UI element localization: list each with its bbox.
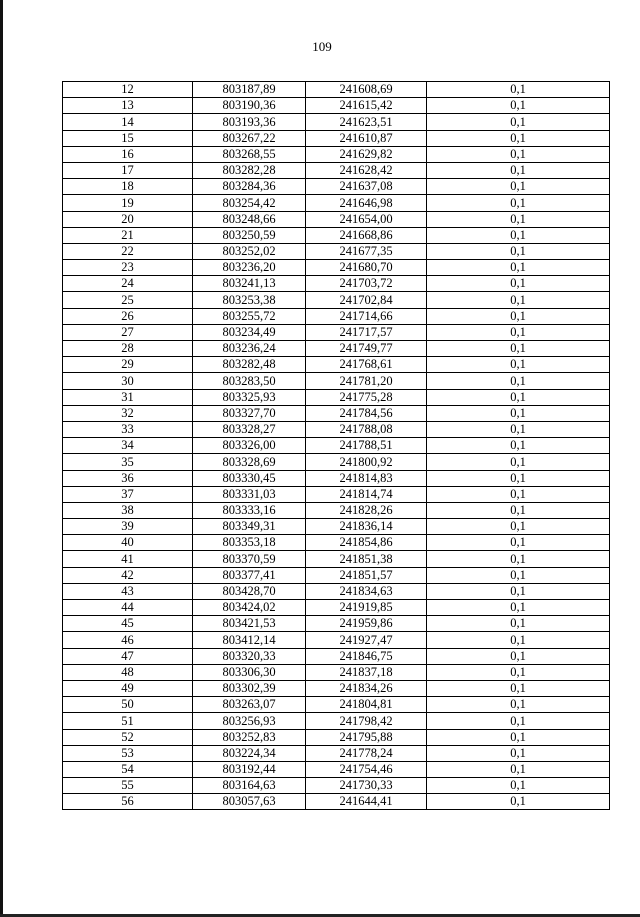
table-row (63, 373, 610, 389)
y-coordinate-cell: 241680,70 (306, 260, 427, 276)
precision-cell: 0,1 (427, 146, 610, 162)
y-coordinate-cell: 241814,83 (306, 470, 427, 486)
x-coordinate-cell: 803328,27 (193, 421, 306, 437)
point-number-cell: 33 (63, 421, 193, 437)
table-row (63, 243, 610, 259)
y-coordinate-cell: 241646,98 (306, 195, 427, 211)
x-coordinate-cell: 803328,69 (193, 454, 306, 470)
x-coordinate-cell: 803330,45 (193, 470, 306, 486)
point-number-cell: 25 (63, 292, 193, 308)
x-coordinate-cell: 803187,89 (193, 82, 306, 98)
y-coordinate-cell: 241654,00 (306, 211, 427, 227)
table-row (63, 664, 610, 680)
y-coordinate-cell: 241919,85 (306, 600, 427, 616)
precision-cell: 0,1 (427, 98, 610, 114)
table-row (63, 778, 610, 794)
precision-cell: 0,1 (427, 713, 610, 729)
x-coordinate-cell: 803193,36 (193, 114, 306, 130)
y-coordinate-cell: 241837,18 (306, 664, 427, 680)
x-coordinate-cell: 803333,16 (193, 502, 306, 518)
x-coordinate-cell: 803370,59 (193, 551, 306, 567)
precision-cell: 0,1 (427, 341, 610, 357)
precision-cell: 0,1 (427, 470, 610, 486)
x-coordinate-cell: 803326,00 (193, 438, 306, 454)
table-row (63, 114, 610, 130)
x-coordinate-cell: 803282,48 (193, 357, 306, 373)
table-row (63, 227, 610, 243)
point-number-cell: 51 (63, 713, 193, 729)
x-coordinate-cell: 803263,07 (193, 697, 306, 713)
precision-cell: 0,1 (427, 130, 610, 146)
y-coordinate-cell: 241714,66 (306, 308, 427, 324)
table-row (63, 130, 610, 146)
y-coordinate-cell: 241851,38 (306, 551, 427, 567)
precision-cell: 0,1 (427, 292, 610, 308)
point-number-cell: 37 (63, 486, 193, 502)
x-coordinate-cell: 803252,02 (193, 243, 306, 259)
x-coordinate-cell: 803428,70 (193, 583, 306, 599)
table-row (63, 648, 610, 664)
precision-cell: 0,1 (427, 276, 610, 292)
x-coordinate-cell: 803190,36 (193, 98, 306, 114)
coordinates-table-body (63, 82, 610, 810)
y-coordinate-cell: 241804,81 (306, 697, 427, 713)
x-coordinate-cell: 803267,22 (193, 130, 306, 146)
x-coordinate-cell: 803192,44 (193, 761, 306, 777)
precision-cell: 0,1 (427, 195, 610, 211)
y-coordinate-cell: 241788,51 (306, 438, 427, 454)
x-coordinate-cell: 803282,28 (193, 162, 306, 178)
precision-cell: 0,1 (427, 680, 610, 696)
coordinates-table (62, 81, 610, 810)
table-row (63, 502, 610, 518)
y-coordinate-cell: 241781,20 (306, 373, 427, 389)
x-coordinate-cell: 803306,30 (193, 664, 306, 680)
point-number-cell: 45 (63, 616, 193, 632)
y-coordinate-cell: 241703,72 (306, 276, 427, 292)
point-number-cell: 27 (63, 324, 193, 340)
precision-cell: 0,1 (427, 794, 610, 810)
x-coordinate-cell: 803412,14 (193, 632, 306, 648)
point-number-cell: 12 (63, 82, 193, 98)
table-row (63, 421, 610, 437)
y-coordinate-cell: 241784,56 (306, 405, 427, 421)
x-coordinate-cell: 803234,49 (193, 324, 306, 340)
page-number: 109 (312, 39, 332, 54)
y-coordinate-cell: 241768,61 (306, 357, 427, 373)
y-coordinate-cell: 241854,86 (306, 535, 427, 551)
x-coordinate-cell: 803164,63 (193, 778, 306, 794)
x-coordinate-cell: 803320,33 (193, 648, 306, 664)
precision-cell: 0,1 (427, 389, 610, 405)
y-coordinate-cell: 241629,82 (306, 146, 427, 162)
y-coordinate-cell: 241615,42 (306, 98, 427, 114)
precision-cell: 0,1 (427, 583, 610, 599)
y-coordinate-cell: 241628,42 (306, 162, 427, 178)
precision-cell: 0,1 (427, 162, 610, 178)
x-coordinate-cell: 803254,42 (193, 195, 306, 211)
point-number-cell: 14 (63, 114, 193, 130)
y-coordinate-cell: 241677,35 (306, 243, 427, 259)
precision-cell: 0,1 (427, 632, 610, 648)
y-coordinate-cell: 241959,86 (306, 616, 427, 632)
y-coordinate-cell: 241834,63 (306, 583, 427, 599)
y-coordinate-cell: 241749,77 (306, 341, 427, 357)
y-coordinate-cell: 241814,74 (306, 486, 427, 502)
precision-cell: 0,1 (427, 211, 610, 227)
point-number-cell: 42 (63, 567, 193, 583)
precision-cell: 0,1 (427, 243, 610, 259)
table-row (63, 162, 610, 178)
x-coordinate-cell: 803349,31 (193, 519, 306, 535)
y-coordinate-cell: 241668,86 (306, 227, 427, 243)
precision-cell: 0,1 (427, 373, 610, 389)
point-number-cell: 41 (63, 551, 193, 567)
point-number-cell: 56 (63, 794, 193, 810)
y-coordinate-cell: 241795,88 (306, 729, 427, 745)
table-row (63, 308, 610, 324)
x-coordinate-cell: 803331,03 (193, 486, 306, 502)
table-row (63, 179, 610, 195)
x-coordinate-cell: 803377,41 (193, 567, 306, 583)
x-coordinate-cell: 803224,34 (193, 745, 306, 761)
point-number-cell: 39 (63, 519, 193, 535)
x-coordinate-cell: 803421,53 (193, 616, 306, 632)
precision-cell: 0,1 (427, 82, 610, 98)
table-row (63, 357, 610, 373)
y-coordinate-cell: 241702,84 (306, 292, 427, 308)
point-number-cell: 53 (63, 745, 193, 761)
precision-cell: 0,1 (427, 745, 610, 761)
table-row (63, 146, 610, 162)
point-number-cell: 21 (63, 227, 193, 243)
table-row (63, 519, 610, 535)
point-number-cell: 40 (63, 535, 193, 551)
y-coordinate-cell: 241623,51 (306, 114, 427, 130)
y-coordinate-cell: 241610,87 (306, 130, 427, 146)
precision-cell: 0,1 (427, 616, 610, 632)
point-number-cell: 19 (63, 195, 193, 211)
table-row (63, 486, 610, 502)
y-coordinate-cell: 241717,57 (306, 324, 427, 340)
table-row (63, 454, 610, 470)
point-number-cell: 55 (63, 778, 193, 794)
point-number-cell: 47 (63, 648, 193, 664)
table-row (63, 761, 610, 777)
x-coordinate-cell: 803253,38 (193, 292, 306, 308)
x-coordinate-cell: 803248,66 (193, 211, 306, 227)
table-row (63, 341, 610, 357)
y-coordinate-cell: 241798,42 (306, 713, 427, 729)
y-coordinate-cell: 241788,08 (306, 421, 427, 437)
precision-cell: 0,1 (427, 648, 610, 664)
precision-cell: 0,1 (427, 179, 610, 195)
x-coordinate-cell: 803268,55 (193, 146, 306, 162)
y-coordinate-cell: 241828,26 (306, 502, 427, 518)
precision-cell: 0,1 (427, 227, 610, 243)
point-number-cell: 23 (63, 260, 193, 276)
x-coordinate-cell: 803241,13 (193, 276, 306, 292)
table-row (63, 405, 610, 421)
point-number-cell: 43 (63, 583, 193, 599)
y-coordinate-cell: 241775,28 (306, 389, 427, 405)
point-number-cell: 35 (63, 454, 193, 470)
y-coordinate-cell: 241851,57 (306, 567, 427, 583)
precision-cell: 0,1 (427, 729, 610, 745)
precision-cell: 0,1 (427, 535, 610, 551)
x-coordinate-cell: 803327,70 (193, 405, 306, 421)
table-row (63, 632, 610, 648)
table-row (63, 470, 610, 486)
precision-cell: 0,1 (427, 357, 610, 373)
point-number-cell: 36 (63, 470, 193, 486)
table-row (63, 680, 610, 696)
table-row (63, 551, 610, 567)
precision-cell: 0,1 (427, 260, 610, 276)
table-row (63, 745, 610, 761)
point-number-cell: 38 (63, 502, 193, 518)
x-coordinate-cell: 803255,72 (193, 308, 306, 324)
point-number-cell: 54 (63, 761, 193, 777)
table-row (63, 82, 610, 98)
point-number-cell: 29 (63, 357, 193, 373)
point-number-cell: 24 (63, 276, 193, 292)
point-number-cell: 18 (63, 179, 193, 195)
table-row (63, 729, 610, 745)
precision-cell: 0,1 (427, 664, 610, 680)
precision-cell: 0,1 (427, 761, 610, 777)
scan-edge-left (0, 0, 3, 917)
y-coordinate-cell: 241927,47 (306, 632, 427, 648)
point-number-cell: 22 (63, 243, 193, 259)
precision-cell: 0,1 (427, 519, 610, 535)
table-row (63, 438, 610, 454)
y-coordinate-cell: 241608,69 (306, 82, 427, 98)
y-coordinate-cell: 241834,26 (306, 680, 427, 696)
table-row (63, 98, 610, 114)
table-row (63, 567, 610, 583)
precision-cell: 0,1 (427, 114, 610, 130)
point-number-cell: 13 (63, 98, 193, 114)
x-coordinate-cell: 803256,93 (193, 713, 306, 729)
point-number-cell: 20 (63, 211, 193, 227)
x-coordinate-cell: 803302,39 (193, 680, 306, 696)
point-number-cell: 17 (63, 162, 193, 178)
x-coordinate-cell: 803353,18 (193, 535, 306, 551)
point-number-cell: 52 (63, 729, 193, 745)
x-coordinate-cell: 803250,59 (193, 227, 306, 243)
precision-cell: 0,1 (427, 502, 610, 518)
point-number-cell: 31 (63, 389, 193, 405)
point-number-cell: 49 (63, 680, 193, 696)
y-coordinate-cell: 241846,75 (306, 648, 427, 664)
table-row (63, 583, 610, 599)
point-number-cell: 46 (63, 632, 193, 648)
table-row (63, 389, 610, 405)
x-coordinate-cell: 803252,83 (193, 729, 306, 745)
x-coordinate-cell: 803283,50 (193, 373, 306, 389)
precision-cell: 0,1 (427, 600, 610, 616)
table-row (63, 211, 610, 227)
table-row (63, 616, 610, 632)
x-coordinate-cell: 803236,20 (193, 260, 306, 276)
table-row (63, 600, 610, 616)
table-row (63, 794, 610, 810)
y-coordinate-cell: 241778,24 (306, 745, 427, 761)
table-row (63, 292, 610, 308)
x-coordinate-cell: 803424,02 (193, 600, 306, 616)
point-number-cell: 30 (63, 373, 193, 389)
precision-cell: 0,1 (427, 421, 610, 437)
point-number-cell: 16 (63, 146, 193, 162)
table-row (63, 535, 610, 551)
y-coordinate-cell: 241637,08 (306, 179, 427, 195)
point-number-cell: 34 (63, 438, 193, 454)
y-coordinate-cell: 241800,92 (306, 454, 427, 470)
precision-cell: 0,1 (427, 567, 610, 583)
precision-cell: 0,1 (427, 486, 610, 502)
x-coordinate-cell: 803057,63 (193, 794, 306, 810)
precision-cell: 0,1 (427, 308, 610, 324)
table-row (63, 195, 610, 211)
point-number-cell: 32 (63, 405, 193, 421)
x-coordinate-cell: 803284,36 (193, 179, 306, 195)
y-coordinate-cell: 241730,33 (306, 778, 427, 794)
x-coordinate-cell: 803236,24 (193, 341, 306, 357)
point-number-cell: 28 (63, 341, 193, 357)
precision-cell: 0,1 (427, 778, 610, 794)
table-row (63, 713, 610, 729)
precision-cell: 0,1 (427, 324, 610, 340)
y-coordinate-cell: 241644,41 (306, 794, 427, 810)
y-coordinate-cell: 241836,14 (306, 519, 427, 535)
x-coordinate-cell: 803325,93 (193, 389, 306, 405)
point-number-cell: 50 (63, 697, 193, 713)
precision-cell: 0,1 (427, 454, 610, 470)
table-row (63, 697, 610, 713)
point-number-cell: 48 (63, 664, 193, 680)
precision-cell: 0,1 (427, 697, 610, 713)
point-number-cell: 15 (63, 130, 193, 146)
table-row (63, 324, 610, 340)
table-row (63, 260, 610, 276)
precision-cell: 0,1 (427, 405, 610, 421)
point-number-cell: 26 (63, 308, 193, 324)
precision-cell: 0,1 (427, 551, 610, 567)
point-number-cell: 44 (63, 600, 193, 616)
table-row (63, 276, 610, 292)
precision-cell: 0,1 (427, 438, 610, 454)
y-coordinate-cell: 241754,46 (306, 761, 427, 777)
